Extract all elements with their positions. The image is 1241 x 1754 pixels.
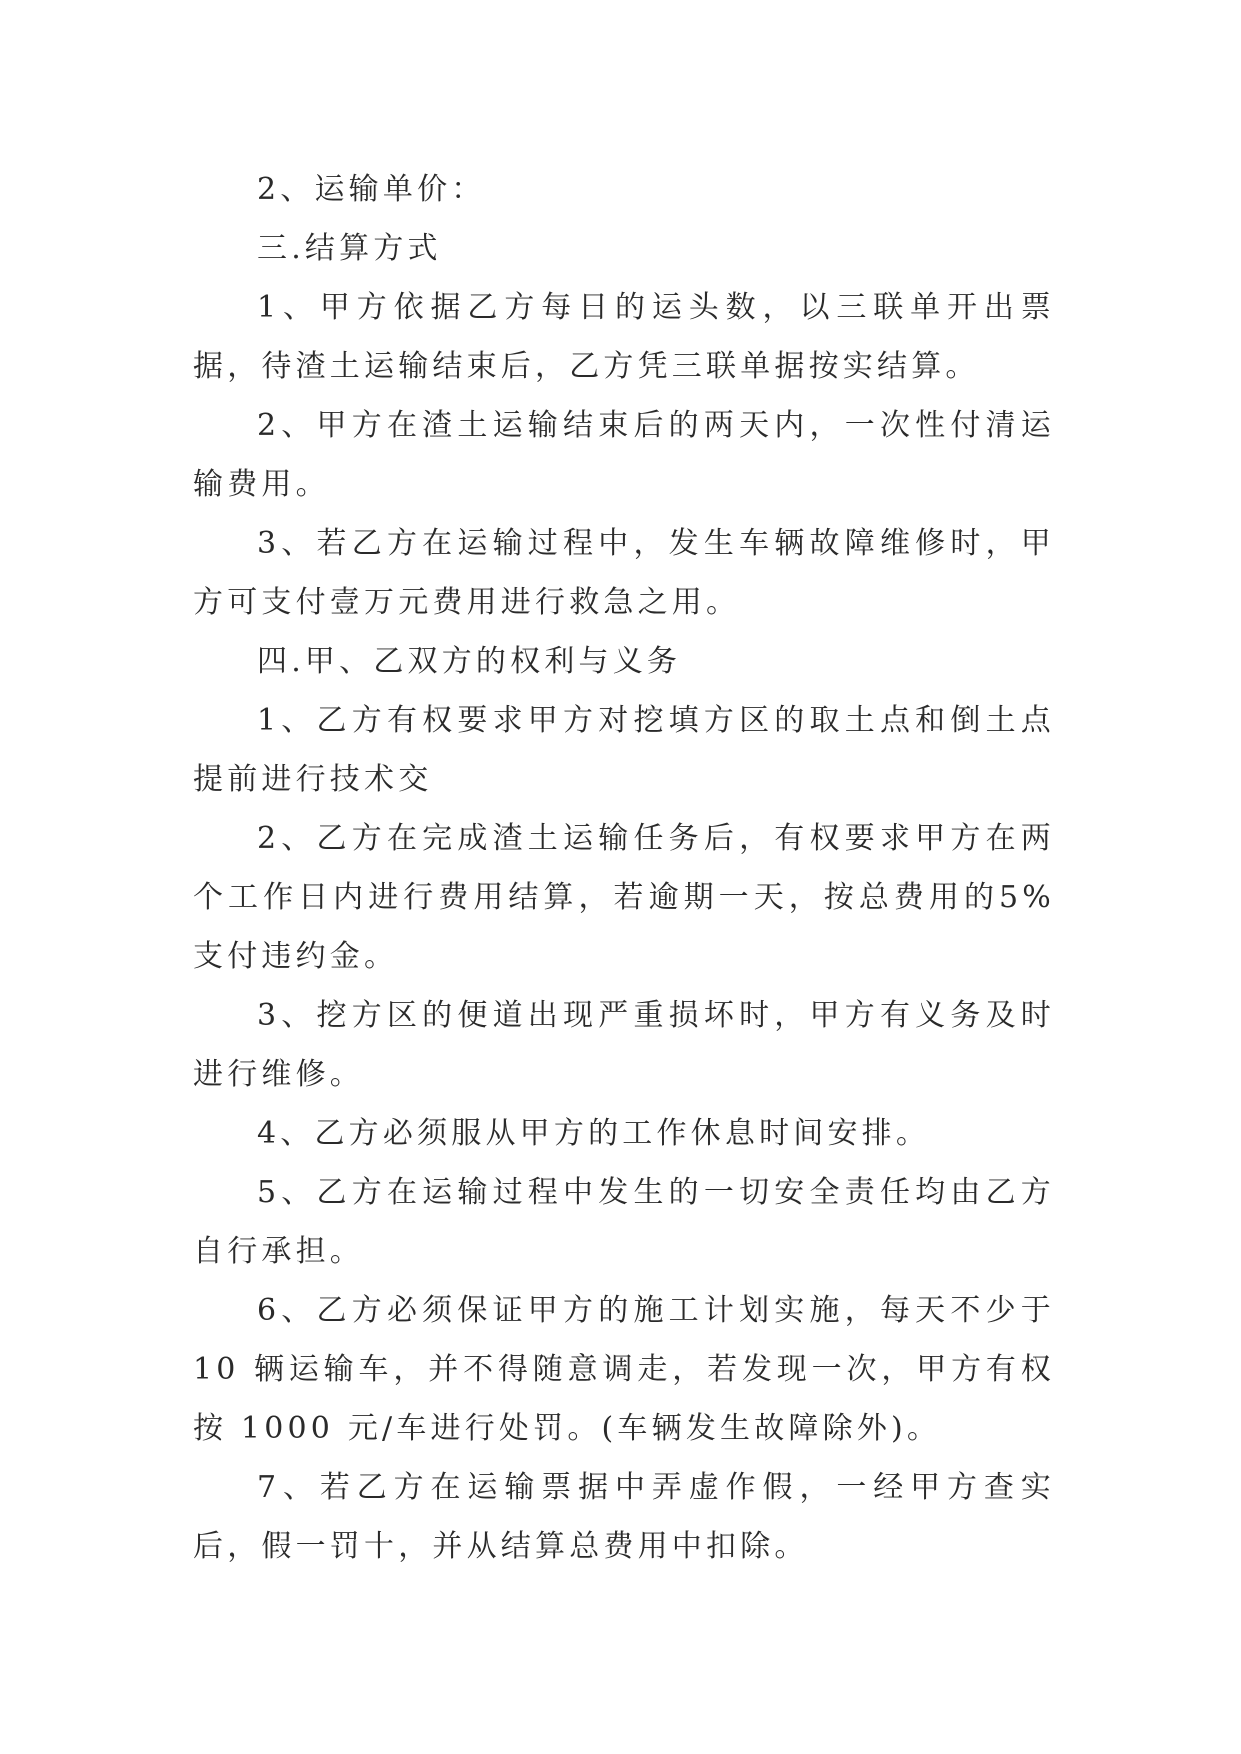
paragraph-rights-2: 2、乙方在完成渣土运输任务后，有权要求甲方在两个工作日内进行费用结算，若逾期一天，按总费用的5%支付违约金。 xyxy=(193,821,1055,974)
section-heading-settlement: 三.结算方式 xyxy=(257,231,442,266)
paragraph-rights-4: 4、乙方必须服从甲方的工作休息时间安排。 xyxy=(257,1116,931,1151)
paragraph-unit-price: 2、运输单价： xyxy=(257,172,486,207)
paragraph-settlement-1: 1、甲方依据乙方每日的运头数，以三联单开出票据，待渣土运输结束后，乙方凭三联单据按实结算。 xyxy=(193,290,1055,384)
document-body xyxy=(193,160,1055,1576)
paragraph-rights-5: 5、乙方在运输过程中发生的一切安全责任均由乙方自行承担。 xyxy=(193,1175,1055,1269)
paragraph-settlement-2: 2、甲方在渣土运输结束后的两天内，一次性付清运输费用。 xyxy=(193,408,1055,502)
paragraph-rights-3: 3、挖方区的便道出现严重损坏时，甲方有义务及时进行维修。 xyxy=(193,998,1055,1092)
paragraph-rights-7: 7、若乙方在运输票据中弄虚作假，一经甲方查实后，假一罚十，并从结算总费用中扣除。 xyxy=(193,1470,1055,1564)
section-heading-rights-obligations: 四.甲、乙双方的权利与义务 xyxy=(257,644,682,679)
paragraph-settlement-3: 3、若乙方在运输过程中，发生车辆故障维修时，甲方可支付壹万元费用进行救急之用。 xyxy=(193,526,1055,620)
paragraph-rights-6: 6、乙方必须保证甲方的施工计划实施，每天不少于 10 辆运输车，并不得随意调走，若发现一次，甲方有权按 1000 元/车进行处罚。(车辆发生故障除外)。 xyxy=(193,1293,1055,1446)
paragraph-rights-1: 1、乙方有权要求甲方对挖填方区的取土点和倒土点提前进行技术交 xyxy=(193,703,1055,797)
